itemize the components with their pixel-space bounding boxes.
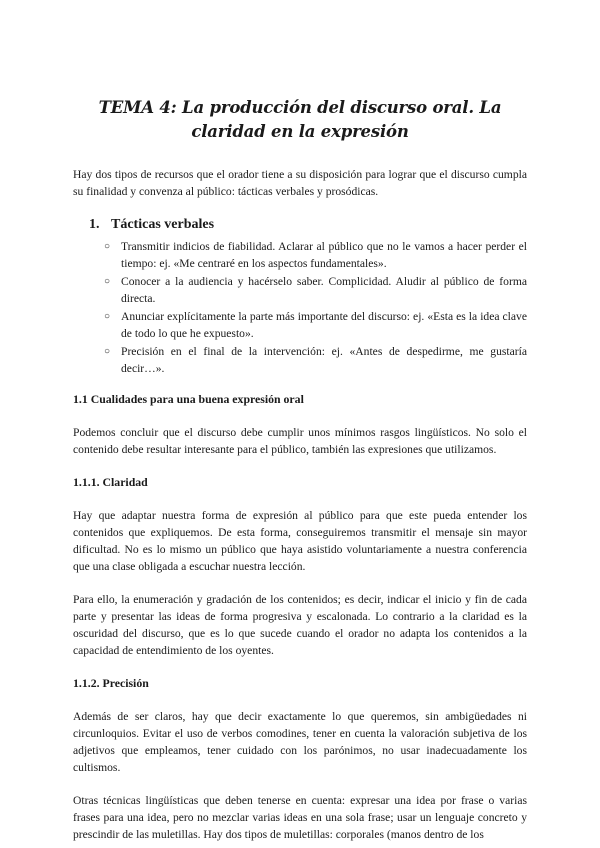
section-number: 1. <box>89 217 100 232</box>
list-item <box>104 238 527 272</box>
hollow-circle-bullet-icon: ○ <box>104 346 111 357</box>
list-item <box>104 273 527 307</box>
intro-paragraph: Hay dos tipos de recursos que el orador tiene a su disposición para lograr que el discurso cumpla su finalidad y convenza al público: tácticas verbales y prosódicas. <box>73 168 527 198</box>
section-heading-tacticas-verbales <box>89 216 527 234</box>
claridad-paragraph-1: Hay que adaptar nuestra forma de expresión al público para que este pueda entender los contenidos que expliquemos. De esta forma, conseguiremos transmitir el mensaje sin mayor dificultad. No es lo mismo un público que haya asistido voluntariamente a nuestra conferencia que una clase obligada a escuchar nuestra lección. <box>73 509 527 573</box>
hollow-circle-bullet-icon: ○ <box>104 311 111 322</box>
precision-paragraph-2: Otras técnicas lingüísticas que deben tenerse en cuenta: expresar una idea por frase o varias frases para una idea, pero no mezclar varias ideas en una sola frase; usar un lenguaje concreto y prescindir de las muletillas. Hay dos tipos de muletillas: corporales (manos dentro de los <box>73 794 527 841</box>
subsection-heading-precision: 1.1.2. Precisión <box>73 676 149 690</box>
list-item <box>104 308 527 342</box>
precision-paragraph-1: Además de ser claros, hay que decir exactamente lo que queremos, sin ambigüedades ni circunloquios. Evitar el uso de verbos comodines, tener en cuenta la valoración subjetiva de los adjetivos que empleamos, tener cuidado con los parónimos, no usar inadecuadamente los cultismos. <box>73 710 527 774</box>
list-item-text: Precisión en el final de la intervención: ej. «Antes de despedirme, me gustaría decir…». <box>121 345 527 375</box>
section-title-text: Tácticas verbales <box>111 217 215 232</box>
subsection-heading-cualidades: 1.1 Cualidades para una buena expresión oral <box>73 392 304 406</box>
document-title: TEMA 4: La producción del discurso oral. La claridad en la expresión <box>98 98 502 141</box>
cualidades-paragraph: Podemos concluir que el discurso debe cumplir unos mínimos rasgos lingüísticos. No solo el contenido debe resultar interesante para el público, también las expresiones que utilizamos. <box>73 426 527 456</box>
claridad-paragraph-2: Para ello, la enumeración y gradación de los contenidos; es decir, indicar el inicio y fin de cada parte y presentar las ideas de forma progresiva y escalonada. Lo contrario a la claridad es la oscuridad del discurso, que es lo que sucede cuando el orador no adapta los contenidos a la capacidad de entendimiento de los oyentes. <box>73 593 527 657</box>
tacticas-bullet-list <box>73 238 527 377</box>
list-item-text: Anunciar explícitamente la parte más importante del discurso: ej. «Esta es la idea clave de todo lo que he expuesto». <box>121 310 527 340</box>
hollow-circle-bullet-icon: ○ <box>104 241 111 252</box>
subsection-heading-claridad: 1.1.1. Claridad <box>73 475 148 489</box>
list-item-text: Transmitir indicios de fiabilidad. Aclarar al público que no le vamos a hacer perder el tiempo: ej. «Me centraré en los aspectos fundamentales». <box>121 240 527 270</box>
list-item <box>104 343 527 377</box>
list-item-text: Conocer a la audiencia y hacérselo saber. Complicidad. Aludir al público de forma directa. <box>121 275 527 305</box>
hollow-circle-bullet-icon: ○ <box>104 276 111 287</box>
